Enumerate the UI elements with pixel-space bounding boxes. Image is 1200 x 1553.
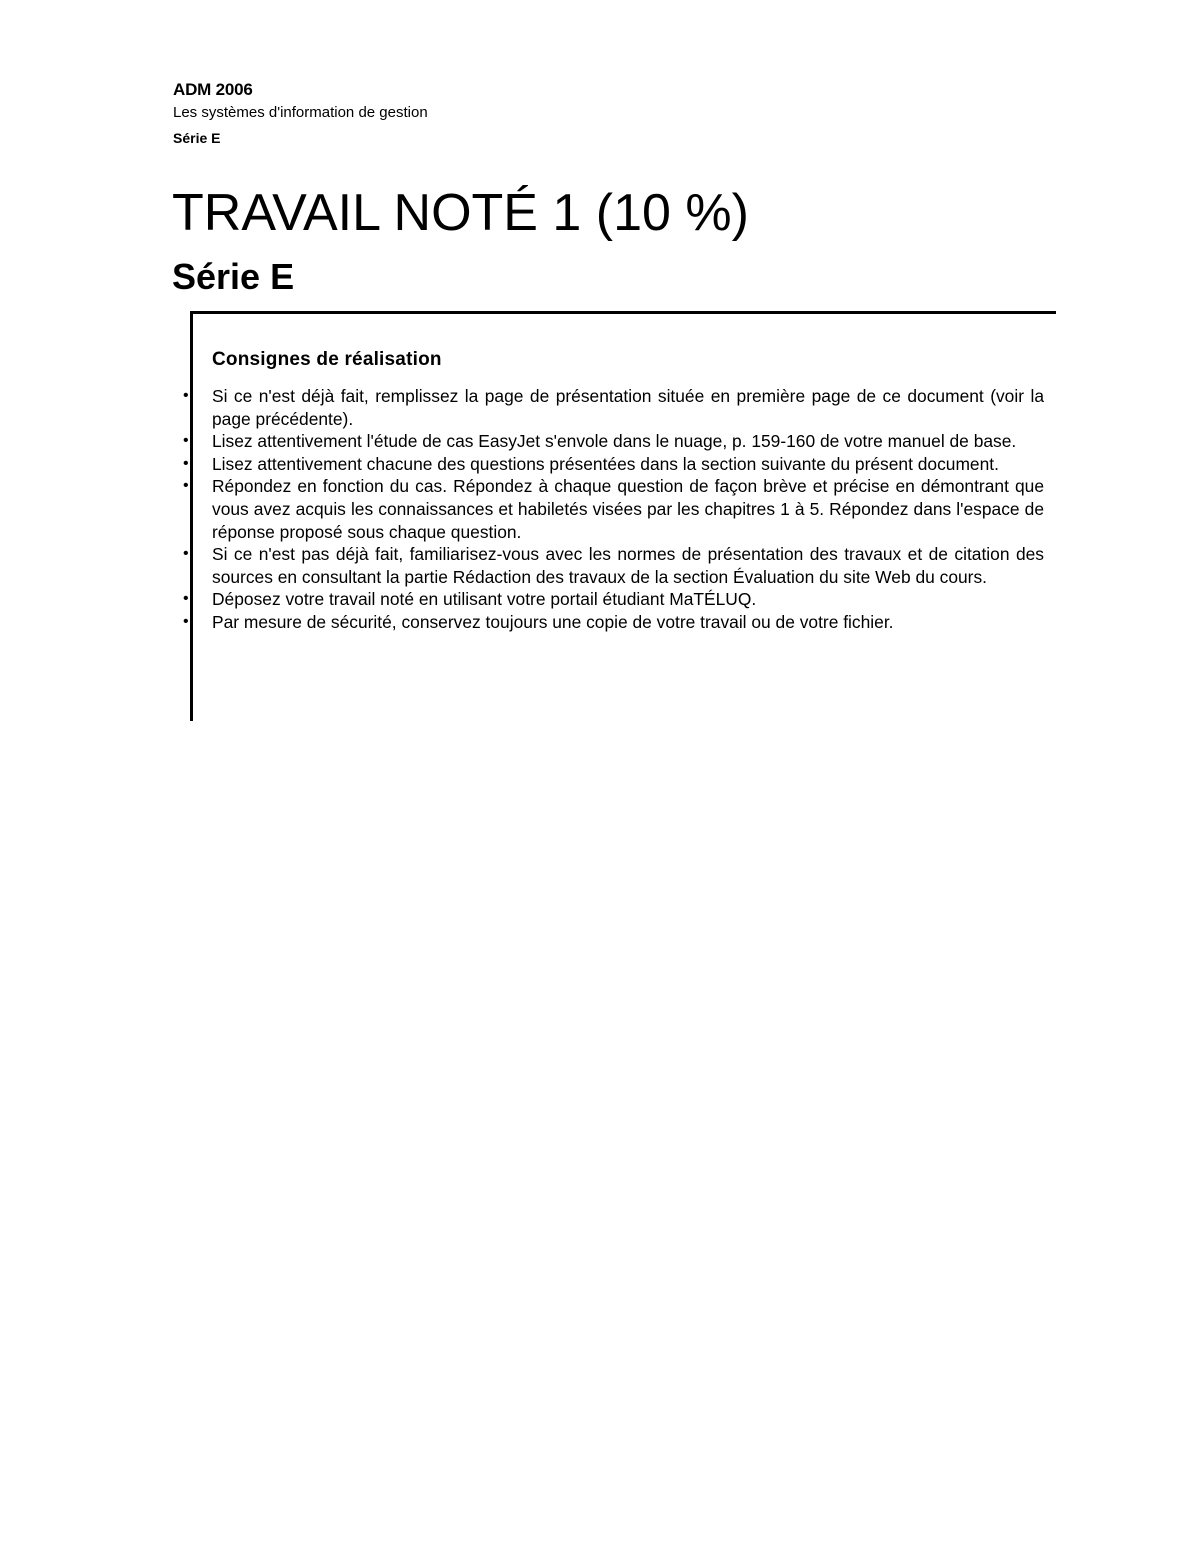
- course-title: Les systèmes d'information de gestion: [173, 104, 428, 121]
- instructions-heading: Consignes de réalisation: [212, 349, 442, 370]
- list-item-text: Lisez attentivement l'étude de cas EasyJet s'envole dans le nuage, p. 159-160 de votre manuel de base.: [212, 431, 1017, 452]
- bullet-icon: •: [183, 590, 189, 608]
- list-item: [183, 475, 1044, 543]
- list-item: [183, 453, 1044, 476]
- bullet-icon: •: [183, 454, 189, 472]
- bullet-icon: •: [183, 432, 189, 450]
- list-item: [183, 543, 1044, 588]
- list-item: [183, 385, 1044, 430]
- list-item-text: Si ce n'est déjà fait, remplissez la page de présentation située en première page de ce document (voir la page précédente).: [212, 386, 1044, 429]
- instructions-list: [183, 385, 1044, 634]
- list-item-text: Si ce n'est pas déjà fait, familiarisez-vous avec les normes de présentation des travaux et de citation des sources en consultant la partie Rédaction des travaux de la section Évaluation du site Web du cours.: [212, 544, 1044, 587]
- page-subtitle: Série E: [172, 256, 295, 297]
- bullet-icon: •: [183, 545, 189, 563]
- list-item-text: Par mesure de sécurité, conservez toujours une copie de votre travail ou de votre fichier.: [212, 611, 894, 632]
- list-item-text: Déposez votre travail noté en utilisant votre portail étudiant MaTÉLUQ.: [212, 589, 757, 610]
- bullet-icon: •: [183, 477, 189, 495]
- list-item-text: Répondez en fonction du cas. Répondez à chaque question de façon brève et précise en démontrant que vous avez acquis les connaissances et habiletés visées par les chapitres 1 à 5. Répondez dans l'espace de réponse proposé sous chaque question.: [212, 476, 1044, 542]
- bullet-icon: •: [183, 612, 189, 630]
- list-item-text: Lisez attentivement chacune des questions présentées dans la section suivante du présent document.: [212, 453, 999, 474]
- bullet-icon: •: [183, 387, 189, 404]
- list-item: [183, 430, 1044, 453]
- course-code: ADM 2006: [173, 80, 253, 99]
- course-series: Série E: [173, 130, 221, 146]
- list-item: [183, 588, 1044, 611]
- list-item: [183, 611, 1044, 634]
- page-title: TRAVAIL NOTÉ 1 (10 %): [172, 184, 749, 242]
